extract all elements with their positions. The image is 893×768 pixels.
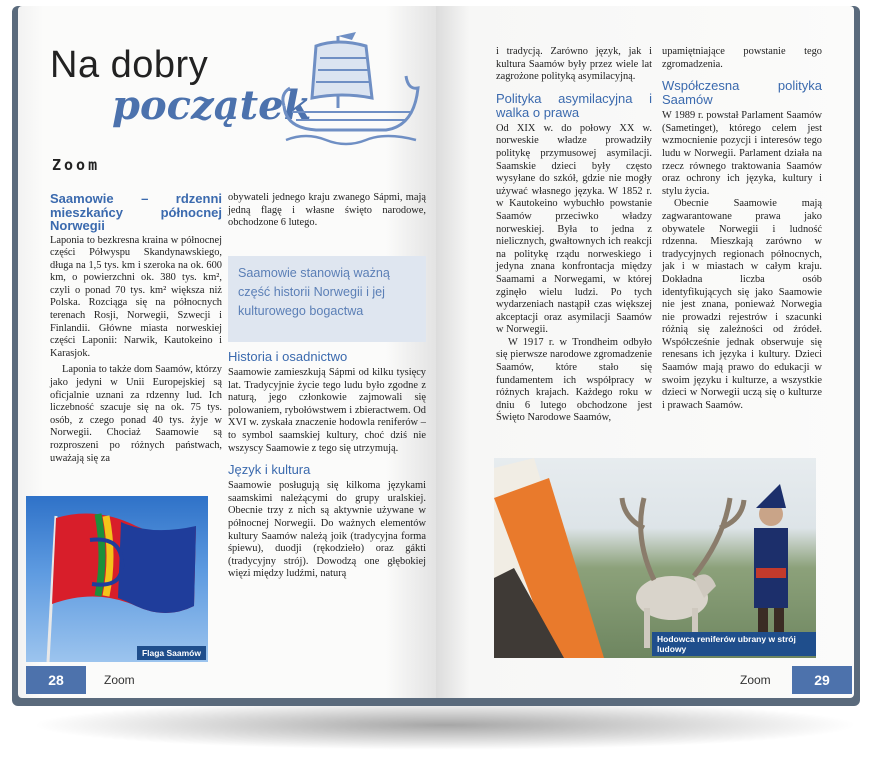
reindeer-herder-photo — [494, 458, 816, 658]
book-shadow — [30, 700, 860, 750]
pull-quote-text: Saamowie stanowią ważną część historii Norwegii i jej kulturowego bogactwa — [238, 266, 390, 318]
heading-polityka: Polityka asymilacyjna i walka o prawa — [496, 90, 652, 120]
page-number-right: 29 — [792, 666, 852, 694]
heading-wspolczesna: Współczesna polityka Saamów — [662, 78, 822, 108]
heading-jezyk: Język i kultura — [228, 462, 311, 478]
paragraph: Od XIX w. do połowy XX w. norweskie władze prowadziły politykę przymusowej asymilacji. Saamskie dzieci były często wysyłane do szkół, gdzie nie mogły używać własnego języka. W 1852 r. w Kautokeino wybuchło powstanie Saamów przeciwko władzy norweskiej. Była to jedna z nielicznych, gwałtownych ich reakcji na politykę rządu norweskiego i jedyna znana konfrontacja między Saamami a Norwegami, w której zginęło wielu ludzi. Po tych wydarzeniach nastąpił czas większej akceptacji oraz asymilacji Saamów w Norwegii. — [496, 122, 652, 336]
reindeer-illustration — [494, 458, 816, 658]
page-number-left: 28 — [26, 666, 86, 694]
page-footer-left — [18, 666, 436, 698]
left-column-2 — [228, 192, 426, 230]
heading-saamowie: Saamowie – rdzenni mieszkańcy północnej Norwegii — [50, 191, 222, 233]
sami-flag-photo — [26, 496, 208, 662]
photo-caption-reindeer: Hodowca reniferów ubrany w strój ludowy — [652, 632, 816, 656]
left-column-1 — [50, 192, 222, 465]
paragraph: obywateli jednego kraju zwanego Sápmi, mają jedną flagę i własne święto narodowe, obchodzone 6 lutego. — [228, 192, 426, 229]
pull-quote — [228, 256, 426, 342]
page-title-line1: Na dobry — [50, 44, 209, 86]
page-footer-right — [436, 666, 854, 698]
paragraph: Saamowie zamieszkują Sápmi od kilku tysięcy lat. Tradycyjnie życie tego ludu było zgodne z naturą, jego członkowie zajmowali się polowaniem, rybołówstwem i zbieractwem. Od XVI w. zyskała znaczenie hodowla reniferów – to symbol saamskiej kultury, choć dziś nie wszyscy Saamowie z tego się utrzymują. — [228, 367, 426, 454]
paragraph: W 1917 r. w Trondheim odbyło się pierwsze narodowe zgromadzenie Saamów, które stało się fundamentem ich współpracy w różnych krajach. Każdego roku w dniu 6 lutego obchodzone jest Święto Narodowe Saamów, — [496, 336, 652, 424]
viking-ship-illustration — [276, 28, 426, 153]
paragraph: W 1989 r. powstał Parlament Saamów (Sametinget), którego celem jest wzmocnienie pozycji i interesów tego ludu w Norwegii. Parlament działa na rzecz równego traktowania Saamów oraz ochrony ich języka, kultury i stylu życia. — [662, 110, 822, 197]
footer-label-right: Zoom — [740, 673, 771, 687]
page-left — [18, 6, 436, 698]
flag-illustration — [26, 496, 208, 662]
paragraph: Laponia to także dom Saamów, którzy jako jedyni w Unii Europejskiej są oficjalnie uznani za rdzenny lud. Ich liczebność szacuje się na ok. 75 tys. osób, z czego ponad 40 tys. żyje w Norwegii. Chociaż Saamowie są rozproszeni po różnych państwach, uważają się za — [50, 364, 222, 464]
paragraph: Saamowie posługują się kilkoma językami saamskimi należącymi do grupy uralskiej. Obecnie trzy z nich są aktywnie używane w północnej Norwegii. Do ważnych elementów kultury Saamów należą joik (tradycyjna forma śpiewu), duodji (rękodzieło) oraz gákti (tradycyjny strój). Dowodzą one głębokiej więzi między ludźmi, naturą — [228, 480, 426, 580]
section-label: Zoom — [52, 156, 101, 174]
page-right — [436, 6, 854, 698]
footer-label-left: Zoom — [104, 673, 135, 687]
paragraph: Obecnie Saamowie mają zagwarantowane prawa jako obywatele Norwegii i ludność rdzenna. Mieszkają zarówno w tradycyjnych regionach północnych, jak i w miastach w całym kraju. Dokładna liczba osób identyfikujących się jako Saamowie nie jest znana, ponieważ Norwegia nie prowadzi rejestrów i szacunki różnią się zależności od źródeł. Współcześnie jednak obserwuje się renesans ich języka i kultury. Dzieci Saamów mają prawo do edukacji w swoim języku i kulturze, a wszystkie dzieci w Norwegii uczą się o kulturze i prawach Saamów. — [662, 198, 822, 411]
right-column-2 — [662, 46, 822, 412]
page-title-line2: początek — [112, 82, 312, 129]
paragraph: Laponia to bezkresna kraina w północnej części Półwyspu Skandynawskiego, długa na 1,5 tys. km i szeroka na ok. 600 km, o powierzchni ok. 380 tys. km², czyli o ponad 70 tys. km² większa niż Polska. Rozciąga się na północnych terenach Rosji, Norwegii, Szwecji i Finlandii. Główne miasta norweskiej części Laponii: Narwik, Kautokeino i Karasjok. — [50, 234, 222, 359]
heading-historia: Historia i osadnictwo — [228, 349, 348, 364]
right-column-1 — [496, 46, 652, 425]
photo-caption-flag: Flaga Saamów — [137, 646, 206, 660]
paragraph: i tradycją. Zarówno język, jak i kultura Saamów były przez wiele lat zagrożone polityką asymilacyjną. — [496, 46, 652, 83]
open-book — [12, 6, 860, 706]
left-column-2b — [228, 350, 426, 581]
paragraph: upamiętniające powstanie tego zgromadzenia. — [662, 46, 822, 70]
